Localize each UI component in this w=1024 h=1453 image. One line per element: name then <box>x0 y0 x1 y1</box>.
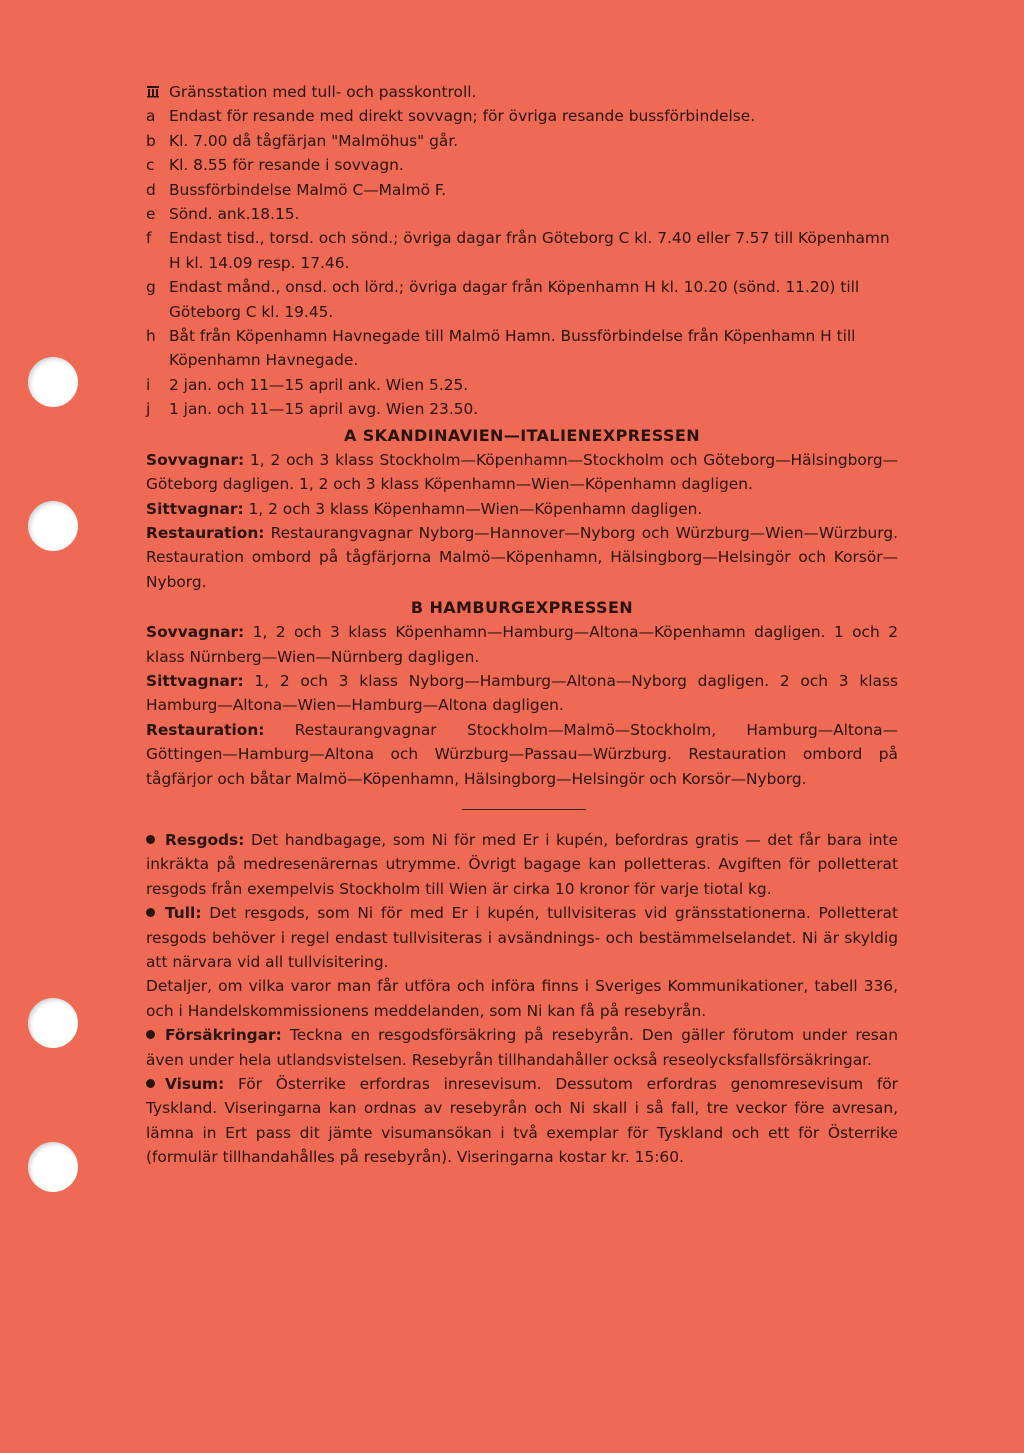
tull-label: Tull: <box>165 904 202 923</box>
footnote-g <box>146 275 898 324</box>
binder-hole-4 <box>28 1142 78 1192</box>
document-body <box>146 80 898 1170</box>
bullet-icon <box>146 1030 155 1039</box>
sovvagnar-label: Sovvagnar: <box>146 623 245 642</box>
footnote-f <box>146 226 898 275</box>
info-tull <box>146 901 898 974</box>
footnote-text: Gränsstation med tull- och passkontroll. <box>169 83 477 101</box>
footnote-b <box>146 129 898 153</box>
tull-text: Det resgods, som Ni för med Er i kupén, tullvisiteras vid gränsstationerna. Polletterat resgods behöver i regel endast tullvisiteras i avsändnings- och bestämmelselandet. Ni är skyldig att närvara vid all tullvisitering. <box>146 904 898 971</box>
info-forsakringar <box>146 1023 898 1072</box>
footnote-key: h <box>146 327 156 346</box>
footnote-h <box>146 324 898 373</box>
restauration-text: Restaurangvagnar Nyborg—Hannover—Nyborg och Würzburg—Wien—Würzburg. Restauration ombord på tågfärjorna Malmö—Köpenhamn, Hälsingborg—Helsingör och Korsör—Nyborg. <box>146 523 898 591</box>
border-station-icon <box>146 84 160 98</box>
footnote-text: 2 jan. och 11—15 april ank. Wien 5.25. <box>169 375 469 394</box>
sittvagnar-text: 1, 2 och 3 klass Nyborg—Hamburg—Altona—Nyborg dagligen. 2 och 3 klass Hamburg—Altona—Wien—Hamburg—Altona dagligen. <box>146 671 898 715</box>
forsakringar-label: Försäkringar: <box>165 1026 282 1045</box>
section-divider <box>462 809 586 810</box>
bullet-icon <box>146 1079 155 1088</box>
footnote-key: i <box>146 375 151 394</box>
footnote-text: Kl. 8.55 för resande i sovvagn. <box>169 156 404 175</box>
footnote-text: Endast tisd., torsd. och sönd.; övriga dagar från Göteborg C kl. 7.40 eller 7.57 till Köpenhamn H kl. 14.09 resp. 17.46. <box>169 229 890 272</box>
footnote-text: Endast för resande med direkt sovvagn; för övriga resande bussförbindelse. <box>169 107 756 126</box>
sittvagnar-text: 1, 2 och 3 klass Köpenhamn—Wien—Köpenhamn dagligen. <box>248 499 703 518</box>
resgods-label: Resgods: <box>165 830 245 849</box>
sovvagnar-text: 1, 2 och 3 klass Köpenhamn—Hamburg—Altona—Köpenhamn dagligen. 1 och 2 klass Nürnberg—Wien—Nürnberg dagligen. <box>146 623 898 666</box>
info-visum <box>146 1072 898 1170</box>
info-resgods <box>146 828 898 901</box>
footnote-i <box>146 373 898 397</box>
footnote-text: Båt från Köpenhamn Havnegade till Malmö Hamn. Bussförbindelse från Köpenhamn H till Köpenhamn Havnegade. <box>169 327 856 370</box>
footnote-key: b <box>146 131 156 150</box>
section-b-title: B HAMBURGEXPRESSEN <box>410 598 634 618</box>
footnote-key: c <box>146 156 155 175</box>
visum-label: Visum: <box>165 1075 225 1094</box>
footnote-key: d <box>146 180 156 199</box>
forsakringar-text: Teckna en resgodsförsäkring på resebyrån. Den gäller förutom under resan även under hela utlandsvistelsen. Resebyrån tillhandahåller också reseolycksfallsförsäkringar. <box>146 1026 898 1069</box>
restauration-label: Restauration: <box>146 523 265 542</box>
sovvagnar-text: 1, 2 och 3 klass Stockholm—Köpenhamn—Stockholm och Göteborg—Hälsingborg—Göteborg dagligen. 1, 2 och 3 klass Köpenhamn—Wien—Köpenhamn dagligen. <box>146 450 898 494</box>
footnote-c <box>146 153 898 177</box>
footnote-d <box>146 178 898 202</box>
footnote-text: 1 jan. och 11—15 april avg. Wien 23.50. <box>169 400 479 419</box>
section-b-restauration <box>146 718 898 791</box>
binder-hole-2 <box>28 501 78 551</box>
binder-hole-1 <box>28 357 78 407</box>
resgods-text: Det handbagage, som Ni för med Er i kupén, befordras gratis — det får bara inte inkräkta på medresenärernas utrymme. Övrigt bagage kan polletteras. Avgiften för polletterat resgods från exempelvis Stockholm till Wien är cirka 10 kronor för varje tiotal kg. <box>146 830 898 898</box>
info-detaljer: Detaljer, om vilka varor man får utföra och införa finns i Sveriges Kommunikationer, tabell 336, och i Handelskommissionens meddelanden, som Ni kan få på resebyrån. <box>146 977 898 1020</box>
sittvagnar-label: Sittvagnar: <box>146 671 244 690</box>
footnote-j <box>146 397 898 421</box>
footnote-text: Endast månd., onsd. och lörd.; övriga dagar från Köpenhamn H kl. 10.20 (sönd. 11.20) till Göteborg C kl. 19.45. <box>169 278 860 321</box>
visum-text: För Österrike erfordras inresevisum. Dessutom erfordras genomresevisum för Tyskland. Viseringarna kan ordnas av resebyrån och Ni skall i så fall, tre veckor före avresan, lämna in Ert pass dit jämte visumansökan i två exemplar för Tyskland och ett för Österrike (formulär tillhandahålles på resebyrån). Viseringarna kostar kr. 15:60. <box>146 1075 898 1167</box>
footnote-text: Kl. 7.00 då tågfärjan "Malmöhus" går. <box>169 131 459 150</box>
section-a-sovvagnar <box>146 448 898 497</box>
footnote-text: Sönd. ank.18.15. <box>169 205 300 224</box>
footnote-key: f <box>146 229 152 248</box>
section-b-sittvagnar <box>146 669 898 718</box>
section-b-sovvagnar <box>146 620 898 669</box>
section-a-sittvagnar <box>146 497 898 521</box>
bullet-icon <box>146 835 155 844</box>
binder-hole-3 <box>28 998 78 1048</box>
footnote-key: g <box>146 278 156 297</box>
footnote-key: a <box>146 107 156 126</box>
sovvagnar-label: Sovvagnar: <box>146 450 245 469</box>
footnote-border-station <box>146 80 898 104</box>
restauration-label: Restauration: <box>146 720 265 739</box>
sittvagnar-label: Sittvagnar: <box>146 499 244 518</box>
footnote-list <box>146 80 898 422</box>
footnote-a <box>146 104 898 128</box>
footnote-key: j <box>146 400 151 419</box>
footnote-text: Bussförbindelse Malmö C—Malmö F. <box>169 180 447 199</box>
section-a-title: A SKANDINAVIEN—ITALIENEXPRESSEN <box>344 425 700 445</box>
restauration-text: Restaurangvagnar Stockholm—Malmö—Stockholm, Hamburg—Altona—Göttingen—Hamburg—Altona och Würzburg—Passau—Würzburg. Restauration ombord på tågfärjor och båtar Malmö—Köpenhamn, Hälsingborg—Helsingör och Korsör—Nyborg. <box>146 720 898 788</box>
bullet-icon <box>146 908 155 917</box>
section-a-restauration <box>146 521 898 594</box>
footnote-e <box>146 202 898 226</box>
footnote-key: e <box>146 205 156 224</box>
